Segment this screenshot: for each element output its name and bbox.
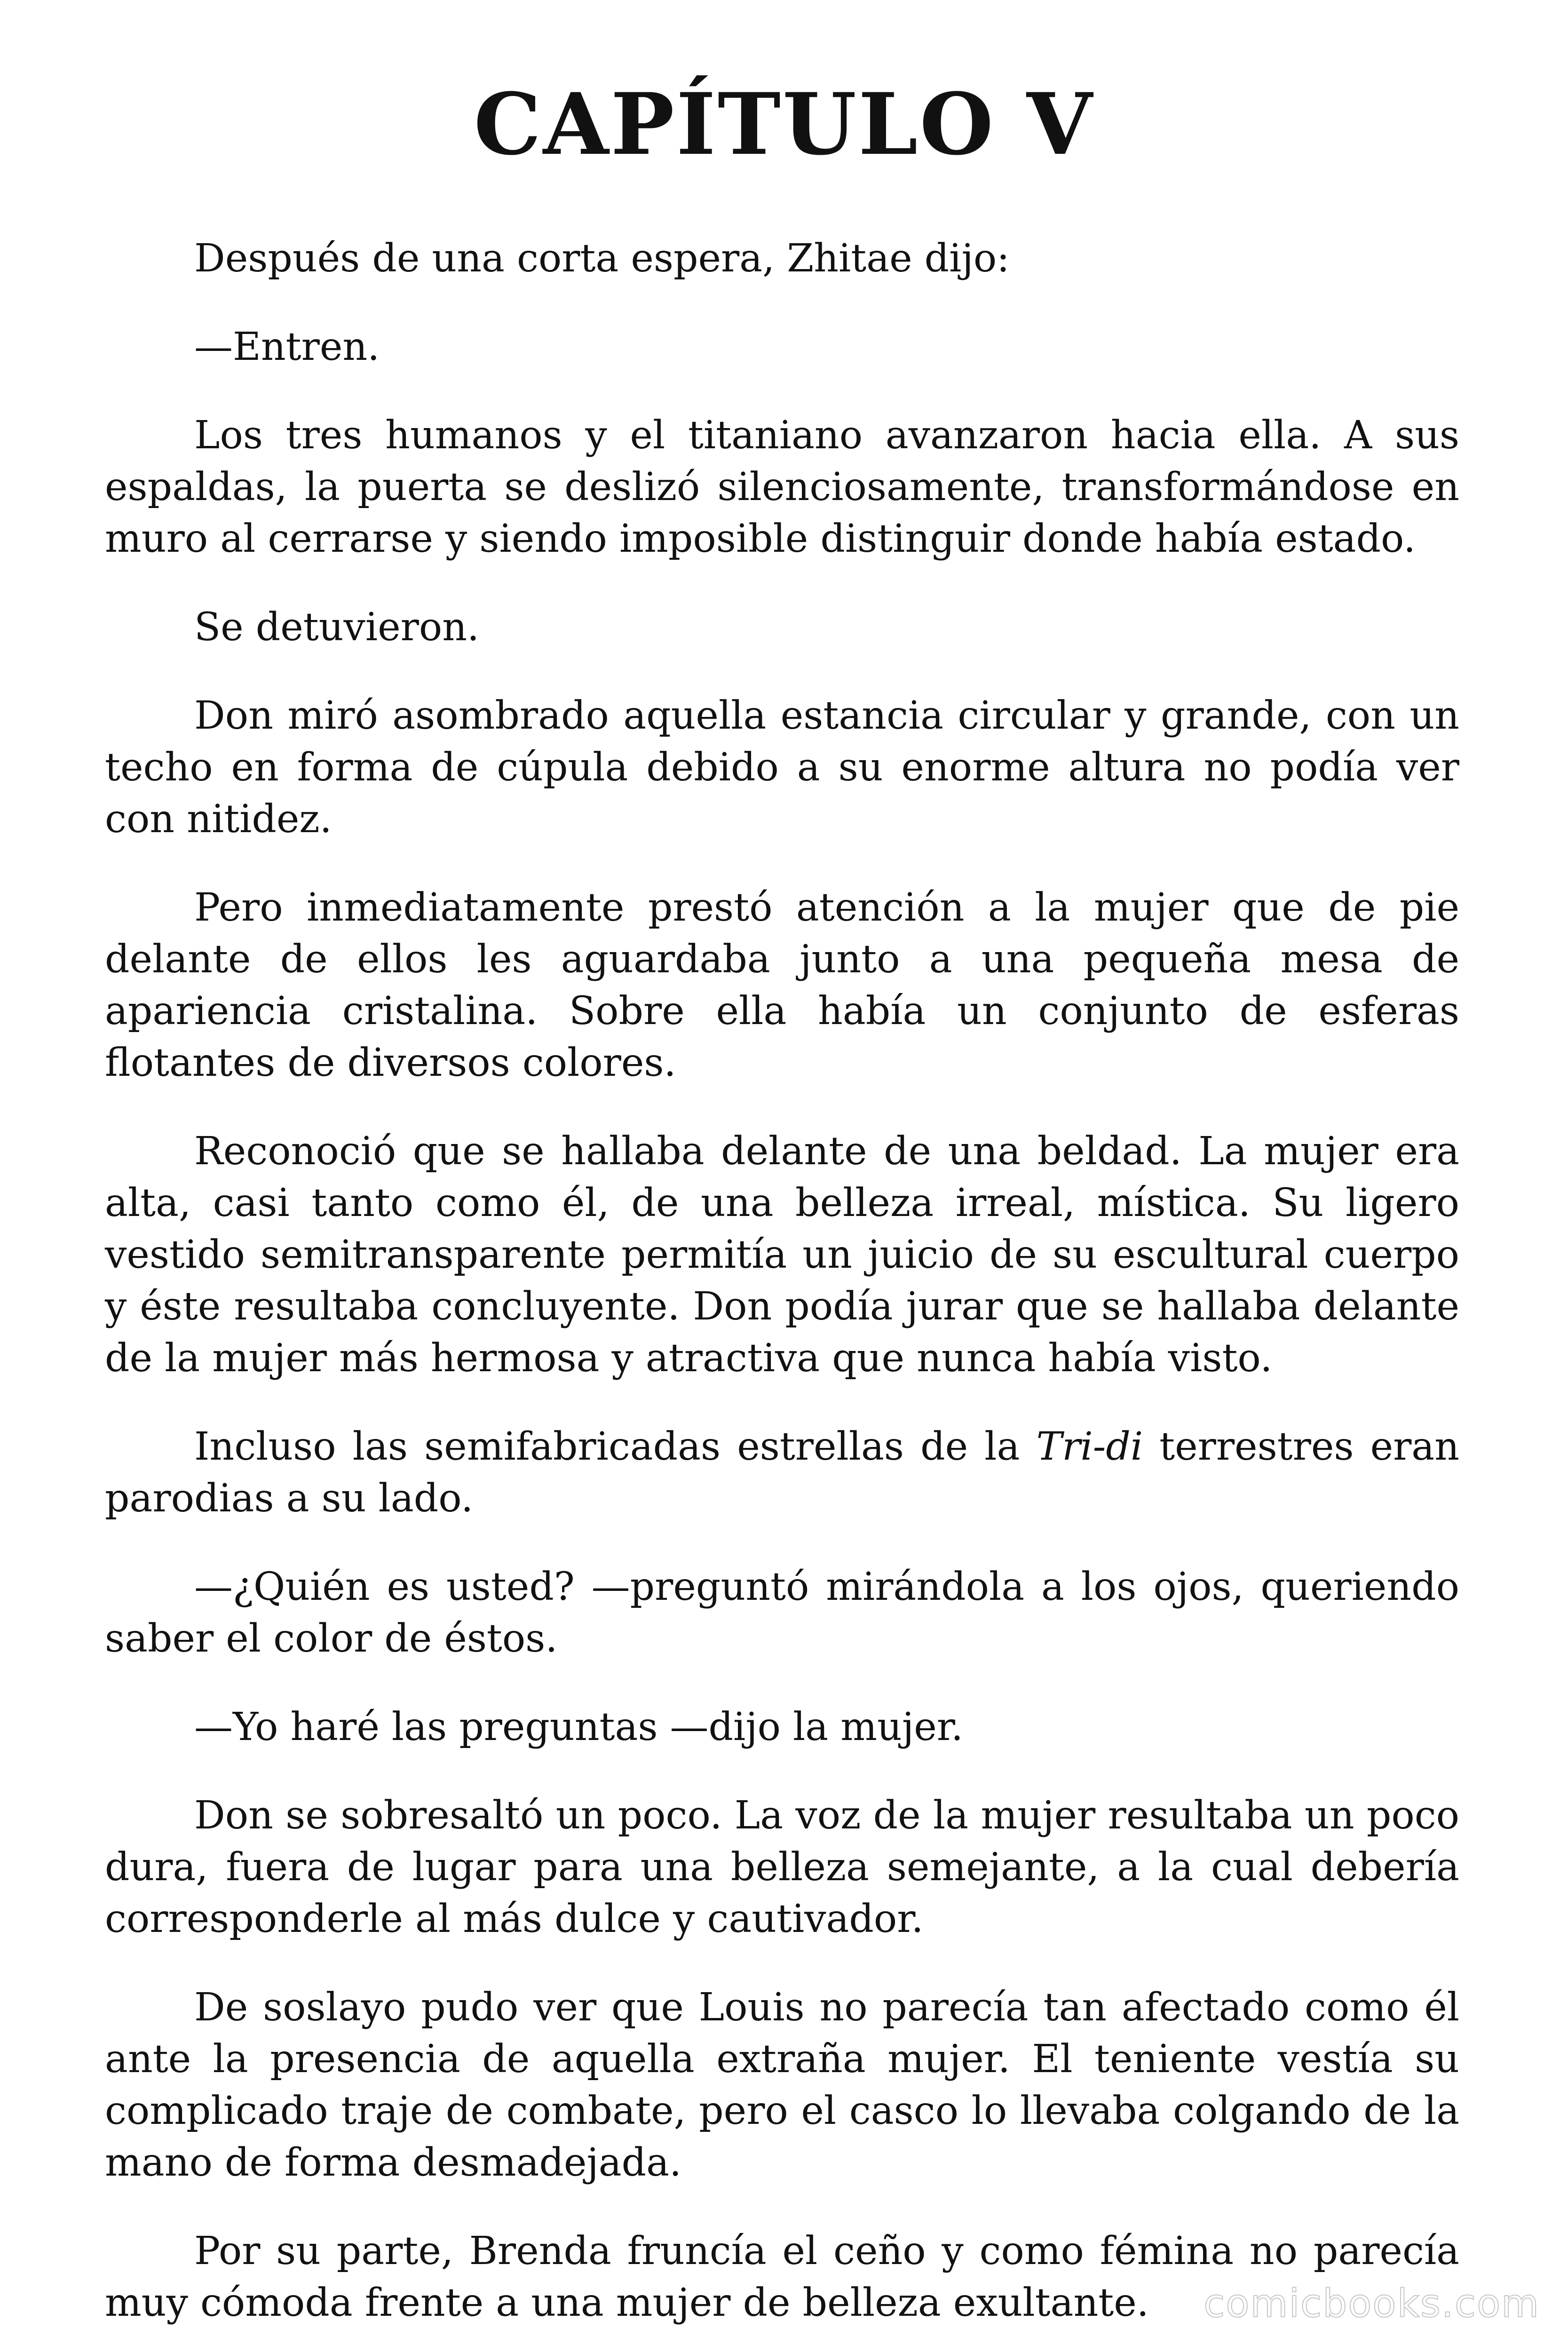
paragraph: Se detuvieron. (194, 605, 480, 650)
paragraph: Don se sobresaltó un poco. La voz de la mujer resultaba un poco dura, fuera de lugar para una belleza semejante, a la cual debería corresponderle al más dulce y cautivador. (105, 1793, 1459, 1941)
paragraph: Los tres humanos y el titaniano avanzaron hacia ella. A sus espaldas, la puerta se deslizó silenciosamente, transformándose en muro al cerrarse y siendo imposible distinguir donde había estado. (105, 413, 1459, 561)
italic-title: Tri-di (1036, 1424, 1143, 1469)
paragraph: Por su parte, Brenda fruncía el ceño y como fémina no parecía muy cómoda frente a una mujer de belleza exultante. (105, 2229, 1459, 2325)
paragraph-text-after: terrestres eran parodias a su lado. (105, 1424, 1459, 1521)
paragraph: Reconoció que se hallaba delante de una beldad. La mujer era alta, casi tanto como él, de una belleza irreal, mística. Su ligero vestido semitransparente permitía un juicio de su escultural cuerpo y éste resultaba concluyente. Don podía jurar que se hallaba delante de la mujer más hermosa y atractiva que nunca había visto. (105, 1129, 1459, 1381)
paragraph: Pero inmediatamente prestó atención a la mujer que de pie delante de ellos les aguardaba junto a una pequeña mesa de apariencia cristalina. Sobre ella había un conjunto de esferas flotantes de diversos colores. (105, 885, 1459, 1085)
paragraph: Don miró asombrado aquella estancia circular y grande, con un techo en forma de cúpula debido a su enorme altura no podía ver con nitidez. (105, 693, 1459, 842)
paragraph: —Entren. (194, 325, 380, 369)
paragraph: —Yo haré las preguntas —dijo la mujer. (194, 1705, 964, 1749)
paragraph: De soslayo pudo ver que Louis no parecía tan afectado como él ante la presencia de aquella extraña mujer. El teniente vestía su complicado traje de combate, pero el casco lo llevaba colgando de la mano de forma desmadejada. (105, 1985, 1459, 2185)
paragraph-text-before: Incluso las semifabricadas estrellas de la (194, 1424, 1037, 1469)
chapter-title: CAPÍTULO V (474, 75, 1094, 174)
paragraph: —¿Quién es usted? —preguntó mirándola a los ojos, queriendo saber el color de éstos. (105, 1565, 1459, 1661)
chapter-body (105, 233, 1459, 2352)
paragraph-with-italic (105, 1421, 1459, 1525)
paragraph: Después de una corta espera, Zhitae dijo: (194, 236, 1010, 281)
watermark: comicbooks.com (1204, 2281, 1540, 2326)
